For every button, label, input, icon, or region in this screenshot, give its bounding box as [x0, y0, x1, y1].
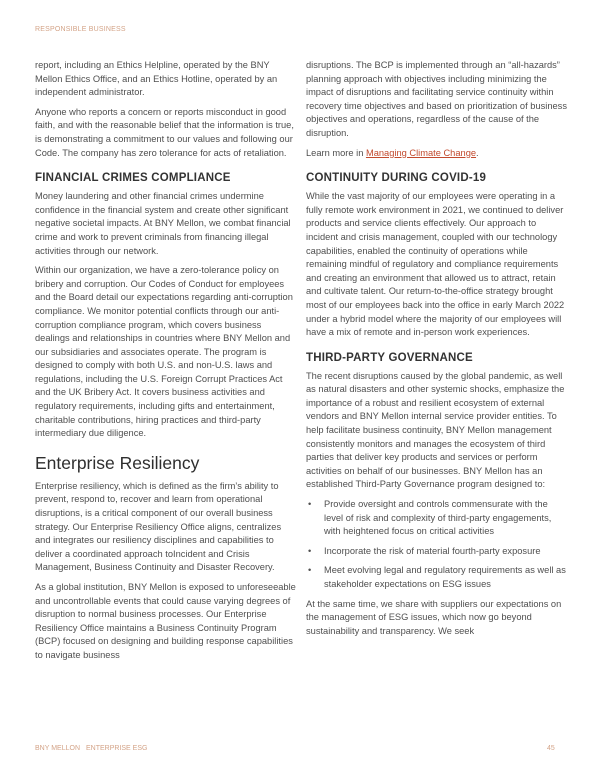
governance-bullet-list [306, 498, 568, 592]
page-footer [35, 745, 147, 752]
list-item: • Meet evolving legal and regulatory requirements as well as stakeholder expectations on ESG issues [308, 565, 566, 589]
ethics-helpline-paragraph: report, including an Ethics Helpline, operated by the BNY Mellon Ethics Office, and an Ethics Hotline, operated by an independent administrator. [35, 60, 278, 98]
section-header: RESPONSIBLE BUSINESS [35, 26, 126, 33]
financial-crimes-heading: FINANCIAL CRIMES COMPLIANCE [35, 172, 231, 185]
covid-paragraph: While the vast majority of our employees were operating in a fully remote work environment in 2021, we continued to deliver products and service clients effectively. Our approach to incident and crisis management, coupled with our technology capabilities, enabled the continuity of operations while remaining mindful of regulatory and compliance requirements and creating an environment that allowed us to attract, retain and cultivate talent. Our return-to-the-office strategy brought most of our employees back into the office in early March 2022 under a hybrid model where the majority of our employees will have a mix of remote and in-person work experiences. [306, 191, 565, 338]
right-column [306, 59, 568, 644]
learn-more-suffix: . [476, 147, 479, 158]
bullet-icon: • [308, 545, 312, 556]
footer-report-title: ENTERPRISE ESG [86, 745, 148, 752]
list-item: • Provide oversight and controls commensurate with the level of risk and complexity of third-party engagements, with heightened focus on critical activities [308, 499, 552, 537]
enterprise-resiliency-heading: Enterprise Resiliency [35, 452, 200, 473]
bullet-icon: • [308, 565, 312, 576]
managing-climate-change-link[interactable]: Managing Climate Change [365, 147, 477, 158]
covid-continuity-heading: CONTINUITY DURING COVID-19 [306, 172, 487, 185]
third-party-governance-heading: THIRD-PARTY GOVERNANCE [306, 351, 473, 364]
bcp-continued-paragraph: disruptions. The BCP is implemented through an “all-hazards” planning approach with objectives including minimizing the impact of disruptions and facilitating service continuity within recovery time objectives and based on prioritization of business objectives and operations, regardless of the cause of the disruption. [306, 60, 567, 138]
left-column [35, 59, 297, 669]
money-laundering-paragraph: Money laundering and other financial crimes undermine confidence in the financial system and create other significant negative societal impacts. At BNY Mellon, we combat financial crime and work to prevent criminals from financing illegal activities through our network. [35, 191, 291, 256]
learn-more-paragraph [306, 147, 568, 161]
supplier-expectations-paragraph: At the same time, we share with suppliers our expectations on the management of ESG issues, which now go beyond sustainability and transparency. We seek [306, 598, 562, 636]
anti-corruption-paragraph: Within our organization, we have a zero-tolerance policy on bribery and corruption. Our Codes of Conduct for employees and the Board detail our expectations regarding anti-corruption compliance. We monitor potential conflicts through our anti-corruption compliance program, which covers business dealings and relationships in countries where BNY Mellon and our subsidiaries and associates operate. The program is designed to comply with both U.S. and non-U.S. laws and regulations, including the U.S. Foreign Corrupt Practices Act and the UK Bribery Act. It covers business activities and regulatory requirements, including gifts and entertainment, charitable contributions, hiring practices and third-party intermediary due diligence. [35, 265, 293, 439]
page-number: 45 [547, 745, 555, 752]
resiliency-definition-paragraph: Enterprise resiliency, which is defined as the firm’s ability to prevent, respond to, recover and learn from operational disruptions, is a critical component of our overall business strategy. Our Enterprise Resiliency Office aligns, centralizes and integrates our resiliency disciplines and capabilities to deliver a coordinated approach toIncident and Crisis Management, Business Continuity and Disaster Recovery. [35, 480, 282, 573]
bcp-paragraph: As a global institution, BNY Mellon is exposed to unforeseeable and uncontrollable events that could cause varying degrees of disruption to normal business processes. Our Enterprise Resiliency Office maintains a Business Continuity Program (BCP) focused on designing and building response capabilities to navigate business [35, 582, 296, 660]
learn-more-prefix: Learn more in [306, 147, 366, 158]
list-item: • Incorporate the risk of material fourth-party exposure [306, 545, 568, 559]
good-faith-paragraph: Anyone who reports a concern or reports misconduct in good faith, and with the reasonable belief that the information is true, is demonstrating a commitment to our values and following our Code. The company has zero tolerance for acts of retaliation. [35, 106, 294, 158]
footer-brand: BNY MELLON [35, 745, 80, 752]
bullet-icon: • [308, 499, 312, 510]
third-party-paragraph: The recent disruptions caused by the global pandemic, as well as natural disasters and other systemic shocks, emphasize the importance of a robust and resilient ecosystem of external vendors and BNY Mellon internal service provider entities. To help facilitate business continuity, BNY Mellon management consistently monitors and manages the ecosystem of third parties that deliver key products and services or perform activities on behalf of our businesses. BNY Mellon has an established Third-Party Governance program designed to: [306, 370, 565, 490]
